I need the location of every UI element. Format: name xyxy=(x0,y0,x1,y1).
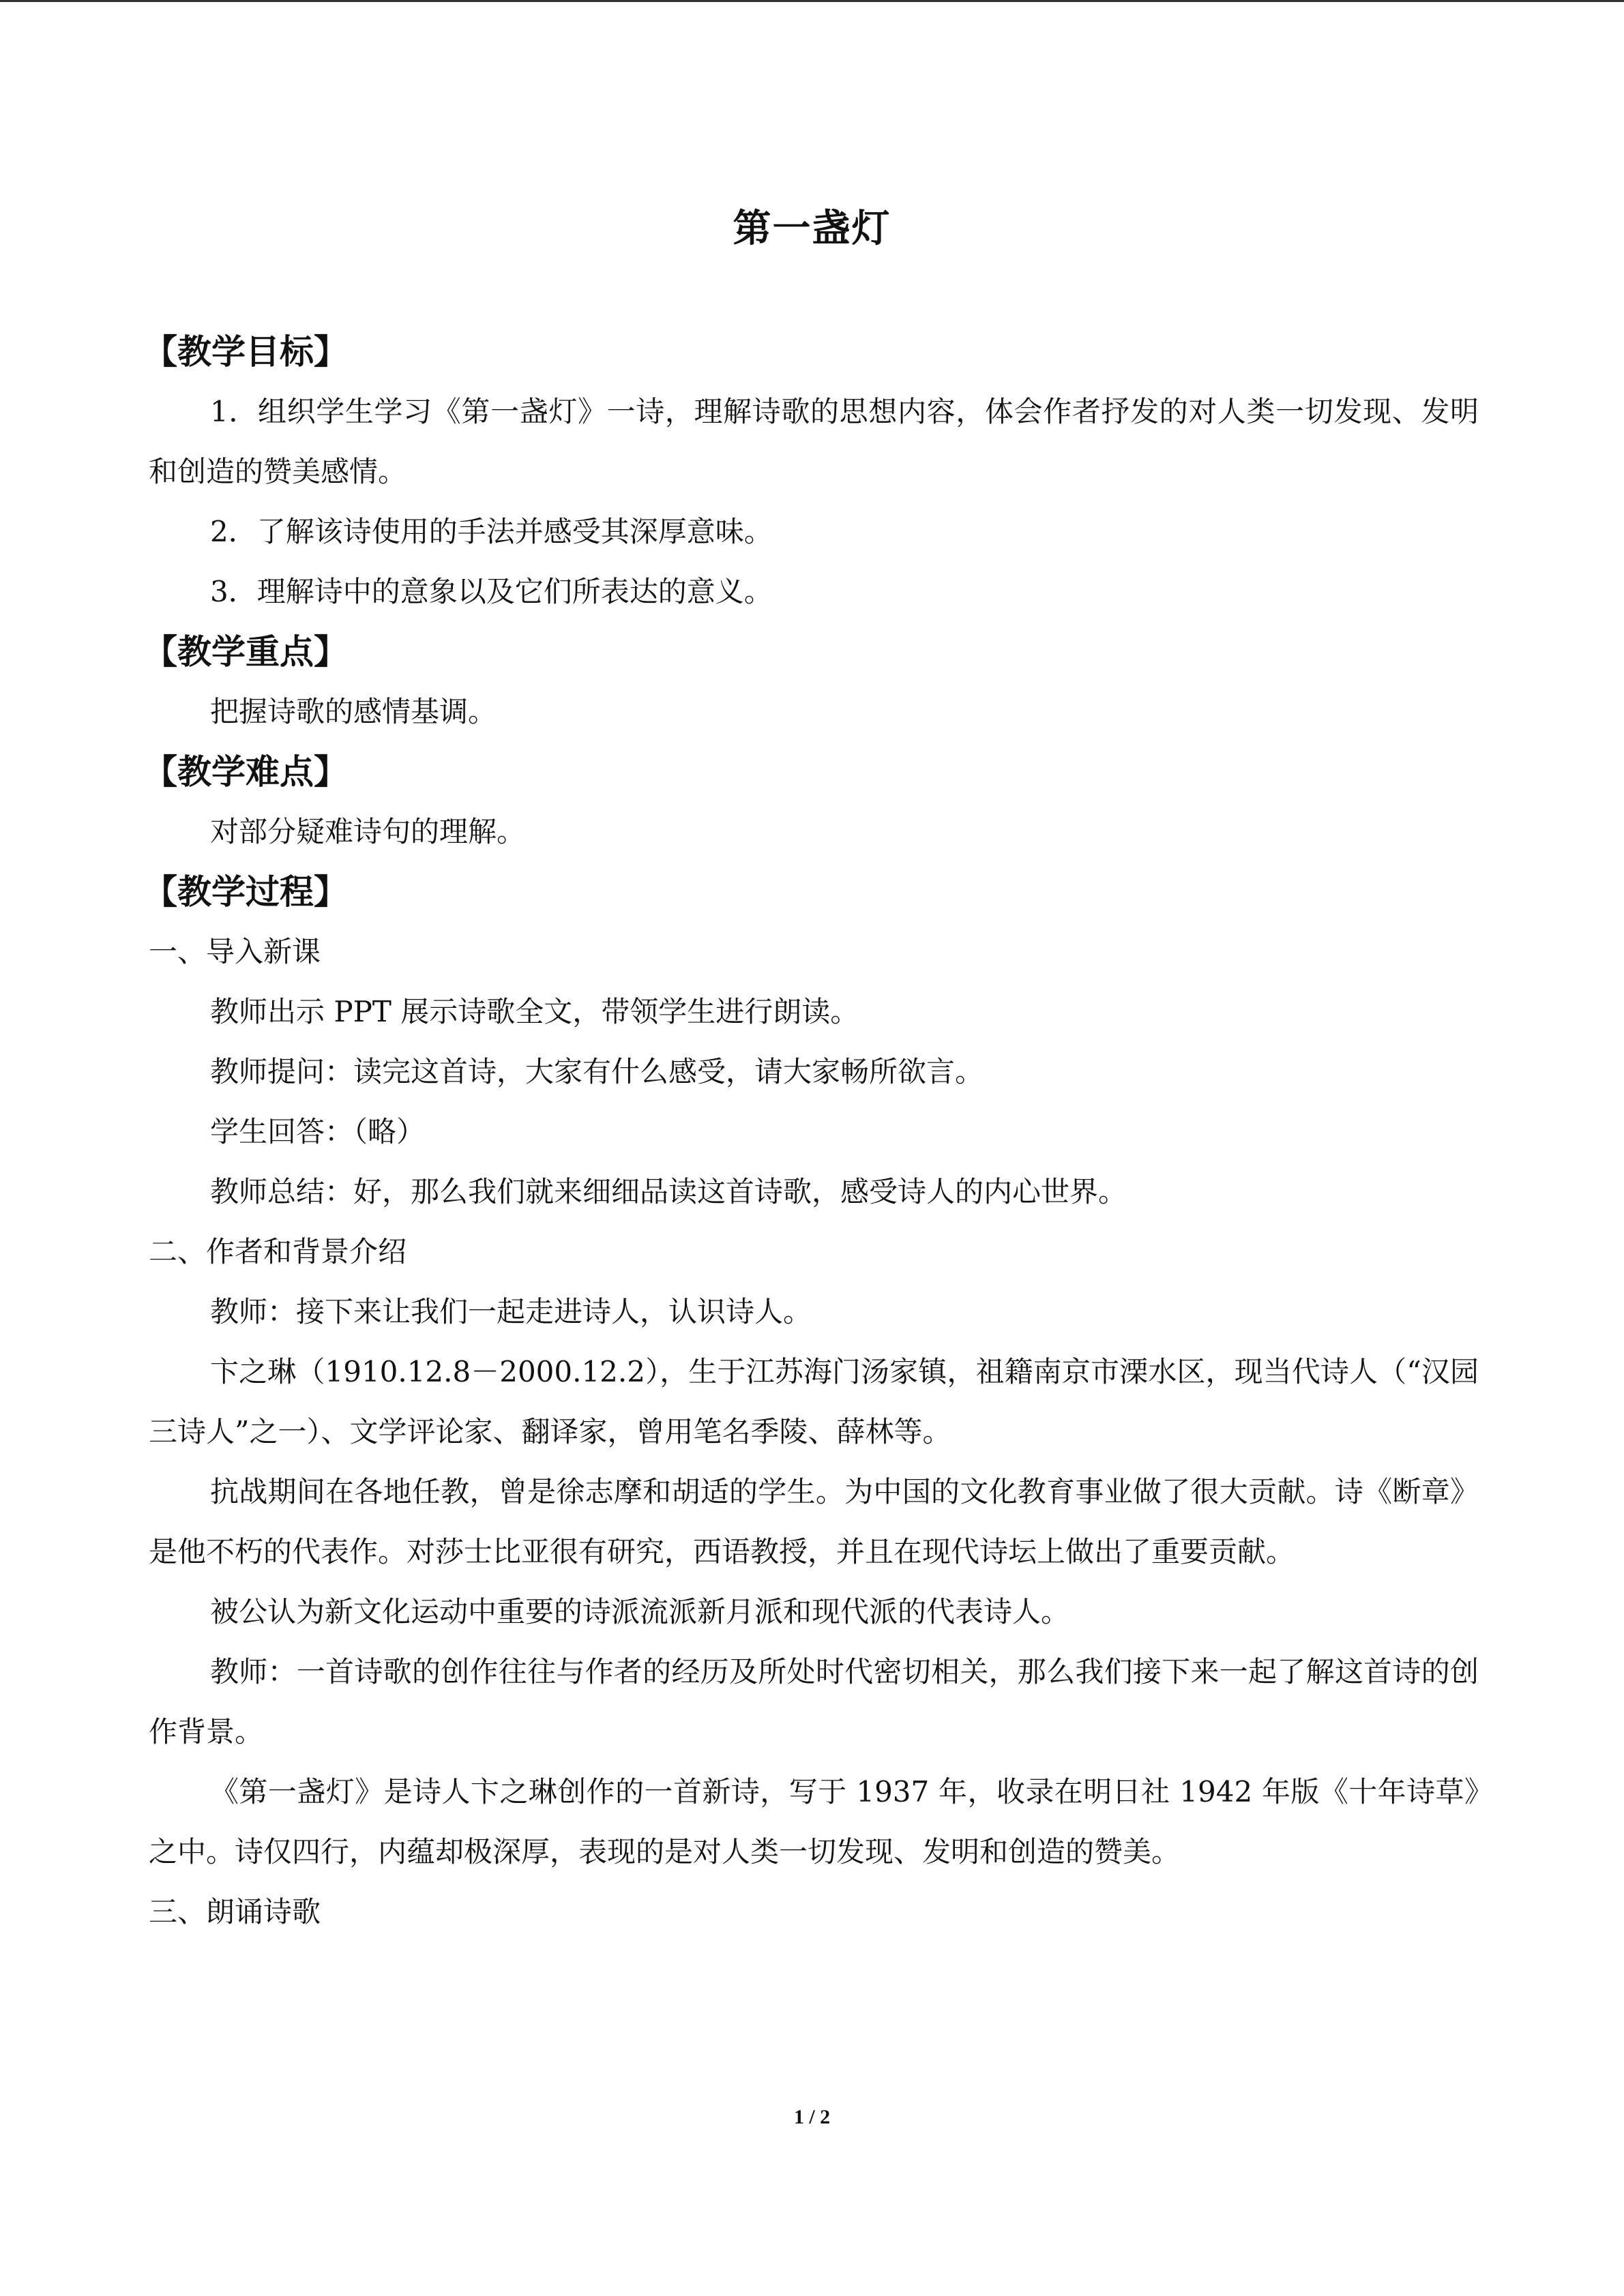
document-title: 第一盏灯 xyxy=(733,207,891,251)
goal-item-2: 2．了解该诗使用的手法并感受其深厚意味。 xyxy=(210,515,773,548)
goal-item-1: 1．组织学生学习《第一盏灯》一诗，理解诗歌的思想内容，体会作者抒发的对人类一切发现、发明和创造的赞美感情。 xyxy=(149,395,1479,488)
section-title-author: 二、作者和背景介绍 xyxy=(149,1235,407,1268)
author-para-1: 教师：接下来让我们一起走进诗人，认识诗人。 xyxy=(210,1295,812,1328)
author-para-4: 被公认为新文化运动中重要的诗派流派新月派和现代派的代表诗人。 xyxy=(210,1595,1070,1628)
difficulties-text: 对部分疑难诗句的理解。 xyxy=(210,815,526,848)
author-para-6: 《第一盏灯》是诗人卞之琳创作的一首新诗，写于 1937 年，收录在明日社 1942 年版《十年诗草》之中。诗仅四行，内蕴却极深厚，表现的是对人类一切发现、发明和创造的赞美。 xyxy=(149,1775,1479,1868)
intro-para-3: 学生回答：（略） xyxy=(210,1115,426,1148)
intro-para-4: 教师总结：好，那么我们就来细细品读这首诗歌，感受诗人的内心世界。 xyxy=(210,1175,1127,1208)
key-points-text: 把握诗歌的感情基调。 xyxy=(210,695,497,728)
heading-difficulties: 【教学难点】 xyxy=(143,752,348,792)
heading-process: 【教学过程】 xyxy=(143,872,348,912)
heading-key-points: 【教学重点】 xyxy=(143,632,348,672)
heading-goals: 【教学目标】 xyxy=(143,332,348,372)
section-title-intro: 一、导入新课 xyxy=(149,935,321,968)
author-para-2: 卞之琳（1910.12.8－2000.12.2），生于江苏海门汤家镇，祖籍南京市溧水区，现当代诗人（“汉园三诗人”之一）、文学评论家、翻译家，曾用笔名季陵、薛林等。 xyxy=(149,1355,1479,1448)
intro-para-1: 教师出示 PPT 展示诗歌全文，带领学生进行朗读。 xyxy=(210,995,859,1028)
author-para-5: 教师：一首诗歌的创作往往与作者的经历及所处时代密切相关，那么我们接下来一起了解这首诗的创作背景。 xyxy=(149,1655,1479,1748)
page-number: 1 / 2 xyxy=(793,2106,831,2128)
document-body xyxy=(143,322,1479,1942)
goal-item-3: 3．理解诗中的意象以及它们所表达的意义。 xyxy=(210,575,773,608)
author-para-3: 抗战期间在各地任教，曾是徐志摩和胡适的学生。为中国的文化教育事业做了很大贡献。诗《断章》是他不朽的代表作。对莎士比亚很有研究，西语教授，并且在现代诗坛上做出了重要贡献。 xyxy=(149,1475,1479,1568)
top-border xyxy=(0,0,1624,2)
intro-para-2: 教师提问：读完这首诗，大家有什么感受，请大家畅所欲言。 xyxy=(210,1055,984,1088)
section-title-recite: 三、朗诵诗歌 xyxy=(149,1895,321,1928)
